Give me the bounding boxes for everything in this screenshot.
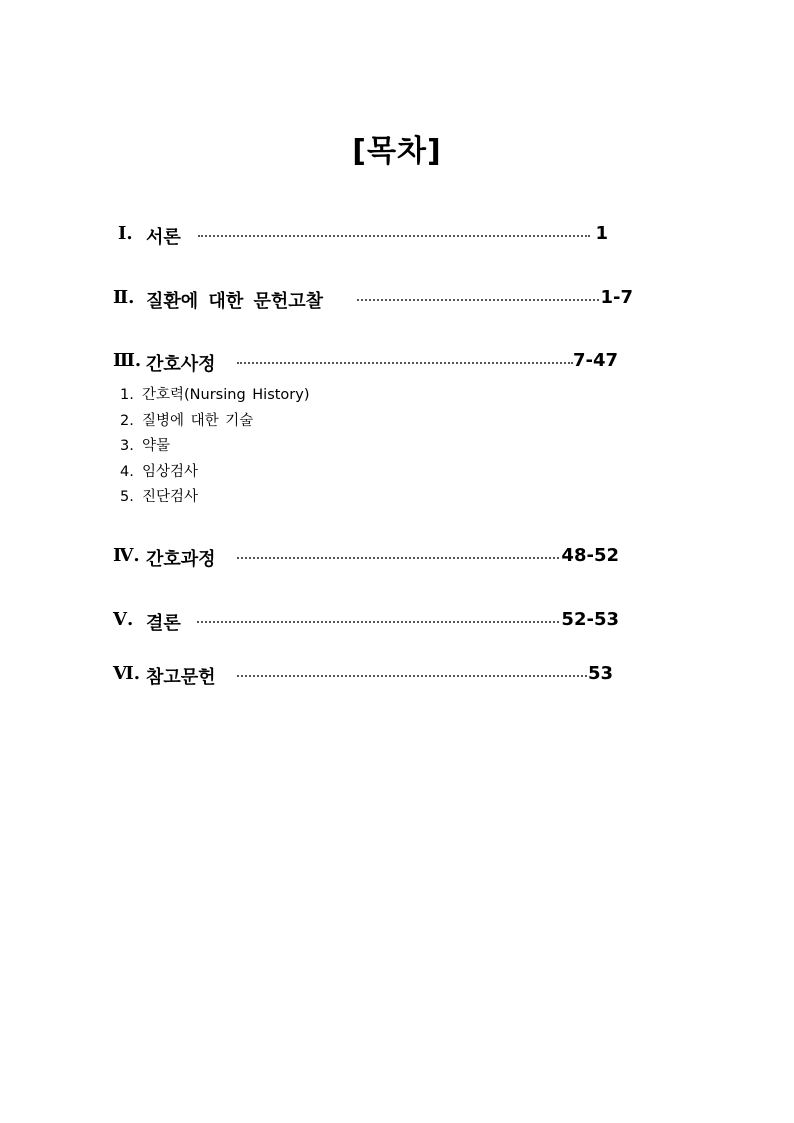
toc-entry-label: 질환에 대한 문헌고찰 <box>146 291 324 312</box>
toc-entry-page: 53 <box>587 663 613 684</box>
subsection-label: 임상검사 <box>142 463 199 480</box>
toc-leader-dots <box>237 362 573 364</box>
toc-entry-page: 48-52 <box>561 545 619 566</box>
toc-entry-number: Ⅰ. <box>118 223 133 244</box>
subsection-number: 2. <box>120 412 134 429</box>
subsection-label: 질병에 대한 기술 <box>142 412 254 429</box>
toc-entry-nursing-assessment <box>113 350 633 376</box>
toc-entry-number: Ⅲ. <box>113 350 142 371</box>
subsection-list <box>120 383 310 511</box>
toc-entry-number: Ⅳ. <box>113 545 140 566</box>
toc-leader-dots <box>237 557 559 559</box>
toc-entry-number: Ⅱ. <box>113 287 135 308</box>
subsection-item <box>120 409 310 435</box>
toc-entry-introduction <box>118 223 618 249</box>
toc-leader-dots <box>357 299 599 301</box>
toc-entry-literature-review <box>113 287 643 313</box>
toc-entry-label: 서론 <box>146 227 181 248</box>
subsection-label: 간호력(Nursing History) <box>142 387 310 403</box>
toc-entry-nursing-process <box>113 545 633 571</box>
subsection-number: 4. <box>120 463 134 480</box>
subsection-number: 1. <box>120 387 134 403</box>
toc-entry-page: 7-47 <box>572 350 618 371</box>
toc-entry-page: 1-7 <box>600 287 633 308</box>
subsection-label: 진단검사 <box>142 489 199 505</box>
toc-entry-label: 결론 <box>146 613 181 634</box>
subsection-item <box>120 434 310 460</box>
subsection-item <box>120 460 310 486</box>
toc-entry-label: 간호과정 <box>146 549 216 570</box>
subsection-item <box>120 383 310 409</box>
subsection-label: 약물 <box>142 438 171 454</box>
toc-leader-dots <box>198 235 590 237</box>
toc-entry-page: 52-53 <box>561 609 619 630</box>
subsection-number: 5. <box>120 489 134 505</box>
toc-entry-number: Ⅵ. <box>113 663 140 684</box>
toc-entry-conclusion <box>113 609 633 635</box>
subsection-item <box>120 485 310 511</box>
toc-entry-label: 간호사정 <box>146 354 216 375</box>
toc-entry-label: 참고문헌 <box>146 667 216 688</box>
toc-entry-references <box>113 663 633 689</box>
subsection-number: 3. <box>120 438 134 454</box>
toc-leader-dots <box>197 621 559 623</box>
toc-leader-dots <box>237 675 587 677</box>
toc-entry-number: Ⅴ. <box>113 609 134 630</box>
page-title: [목차] <box>352 134 442 169</box>
toc-entry-page: 1 <box>595 223 608 244</box>
